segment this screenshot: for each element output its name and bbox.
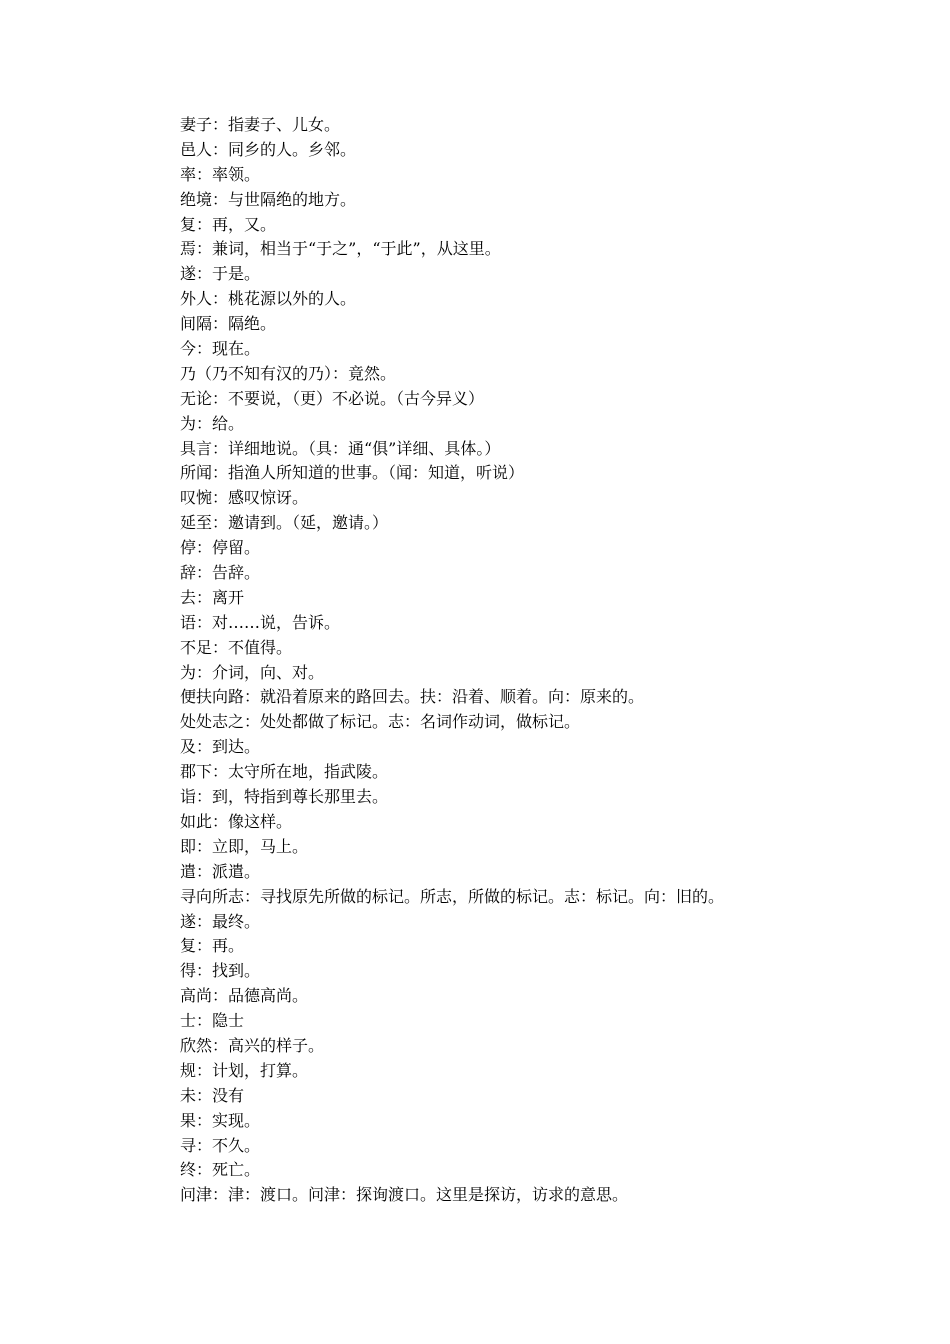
annotation-line: 规：计划，打算。 — [180, 1060, 309, 1080]
annotation-line: 叹惋：感叹惊讶。 — [180, 488, 309, 508]
annotation-line: 停：停留。 — [180, 538, 261, 558]
annotation-line: 外人：桃花源以外的人。 — [180, 289, 357, 309]
annotation-line: 今：现在。 — [180, 339, 261, 359]
annotation-line: 遂：于是。 — [180, 264, 261, 284]
annotation-line: 欣然：高兴的样子。 — [180, 1035, 325, 1055]
annotation-line: 复：再。 — [180, 936, 245, 956]
annotation-line: 为：介词，向、对。 — [180, 662, 325, 682]
annotation-line: 即：立即，马上。 — [180, 836, 309, 856]
annotation-line: 寻向所志：寻找原先所做的标记。所志，所做的标记。志：标记。向：旧的。 — [180, 886, 725, 906]
annotation-line: 间隔：隔绝。 — [180, 314, 277, 334]
annotation-line: 率：率领。 — [180, 164, 261, 184]
annotation-line: 寻：不久。 — [180, 1135, 261, 1155]
annotation-line: 遂：最终。 — [180, 911, 261, 931]
annotation-list — [180, 113, 920, 1208]
annotation-line: 语：对……说，告诉。 — [180, 612, 341, 632]
annotation-line: 乃（乃不知有汉的乃）：竟然。 — [180, 363, 397, 383]
annotation-line: 问津：津：渡口。问津：探询渡口。这里是探访，访求的意思。 — [180, 1185, 629, 1205]
annotation-line: 高尚：品德高尚。 — [180, 986, 309, 1006]
annotation-line: 延至：邀请到。（延，邀请。） — [180, 513, 389, 533]
annotation-line: 终：死亡。 — [180, 1160, 261, 1180]
annotation-line: 及：到达。 — [180, 737, 261, 757]
annotation-line: 得：找到。 — [180, 961, 261, 981]
annotation-line: 遣：派遣。 — [180, 861, 261, 881]
annotation-line: 所闻：指渔人所知道的世事。（闻：知道，听说） — [180, 463, 525, 483]
annotation-line: 如此：像这样。 — [180, 811, 293, 831]
annotation-line: 焉：兼词，相当于“于之”，“于此”，从这里。 — [180, 239, 501, 259]
annotation-line: 处处志之：处处都做了标记。志：名词作动词，做标记。 — [180, 712, 581, 732]
annotation-line: 诣：到，特指到尊长那里去。 — [180, 787, 389, 807]
annotation-line: 妻子：指妻子、儿女。 — [180, 115, 341, 134]
annotation-line: 去：离开 — [180, 587, 245, 607]
annotation-line: 为：给。 — [180, 413, 245, 433]
annotation-line: 复：再，又。 — [180, 214, 277, 234]
annotation-line: 果：实现。 — [180, 1110, 261, 1130]
annotation-line: 未：没有 — [180, 1085, 245, 1105]
annotation-line: 不足：不值得。 — [180, 637, 293, 657]
annotation-line: 邑人：同乡的人。乡邻。 — [180, 139, 357, 159]
annotation-line: 郡下：太守所在地，指武陵。 — [180, 762, 389, 782]
annotation-line: 绝境：与世隔绝的地方。 — [180, 189, 357, 209]
annotation-line: 士：隐士 — [180, 1011, 245, 1031]
annotation-line: 辞：告辞。 — [180, 563, 261, 583]
annotation-line: 具言：详细地说。（具：通“俱”详细、具体。） — [180, 438, 501, 458]
annotation-line: 便扶向路：就沿着原来的路回去。扶：沿着、顺着。向：原来的。 — [180, 687, 645, 707]
annotation-line: 无论：不要说，（更）不必说。（古今异义） — [180, 388, 485, 408]
